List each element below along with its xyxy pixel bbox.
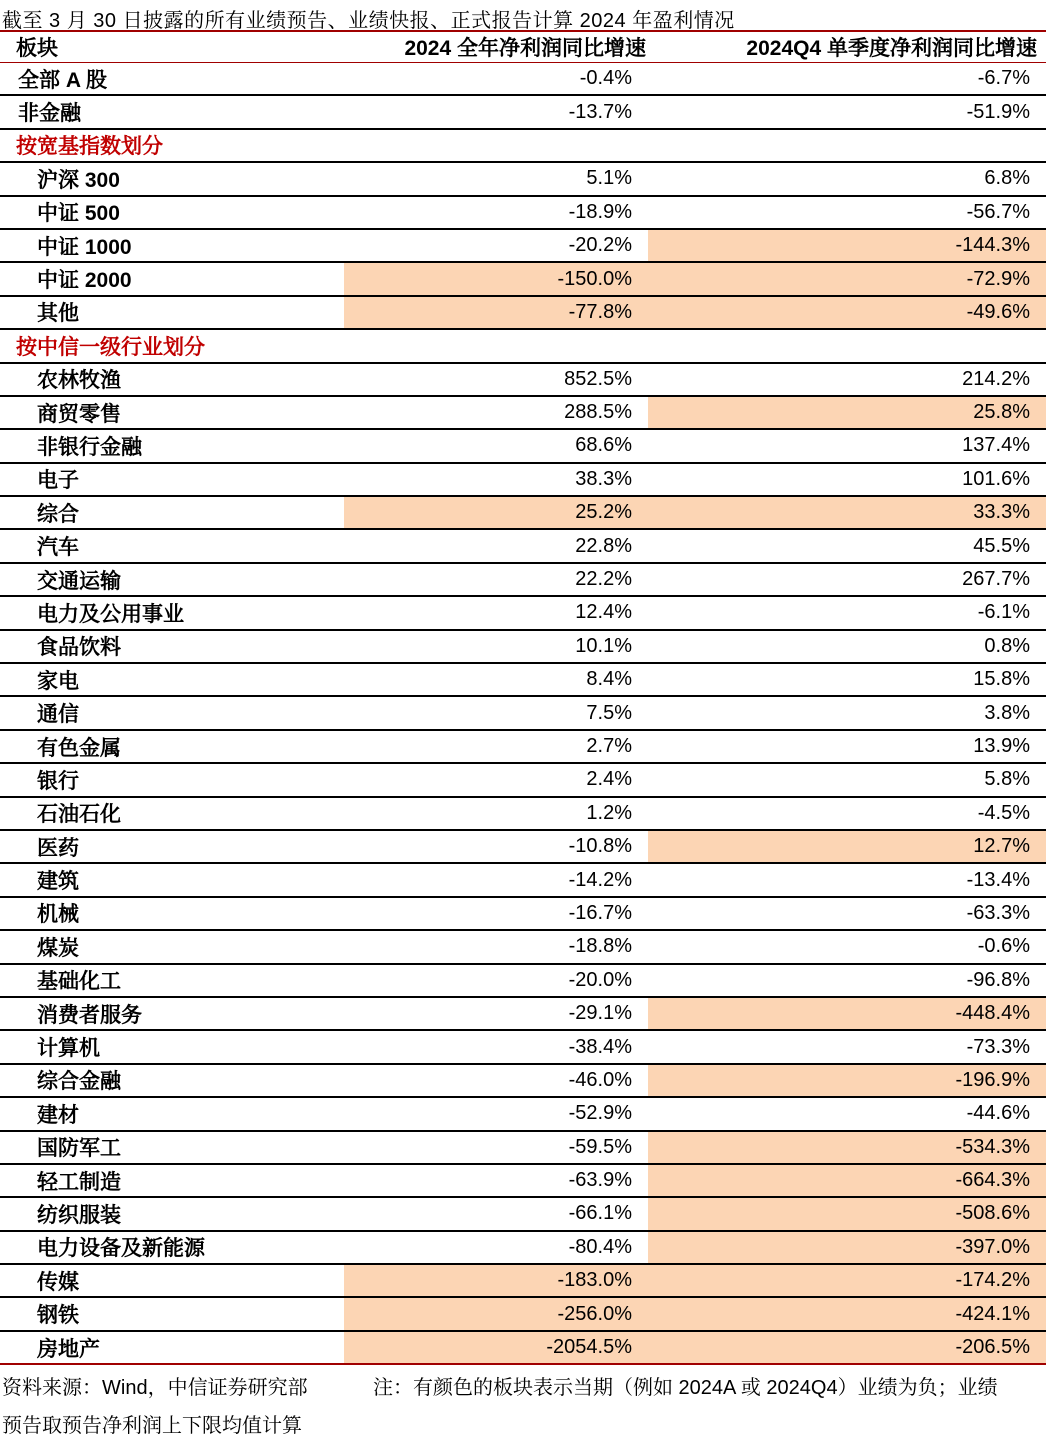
value-2024q4: 137.4% <box>648 429 1046 462</box>
sector-label: 中证 1000 <box>0 229 344 262</box>
sector-label: 家电 <box>0 663 344 696</box>
value-2024-annual: -66.1% <box>344 1197 648 1230</box>
value-2024-annual: -20.2% <box>344 229 648 262</box>
section-header-label: 按宽基指数划分 <box>0 129 1046 162</box>
table-row <box>0 897 1046 930</box>
value-2024q4: 267.7% <box>648 563 1046 596</box>
table-row <box>0 1331 1046 1364</box>
sector-label: 汽车 <box>0 529 344 562</box>
table-row <box>0 863 1046 896</box>
value-2024q4: -508.6% <box>648 1197 1046 1230</box>
value-2024q4: -196.9% <box>648 1064 1046 1097</box>
sector-label: 综合金融 <box>0 1064 344 1097</box>
value-2024-annual: 68.6% <box>344 429 648 462</box>
table-row <box>0 162 1046 195</box>
sector-label: 中证 500 <box>0 196 344 229</box>
table-row <box>0 363 1046 396</box>
table-row <box>0 296 1046 329</box>
value-2024-annual: -256.0% <box>344 1297 648 1330</box>
value-2024q4: -0.6% <box>648 930 1046 963</box>
table-row <box>0 1164 1046 1197</box>
value-2024q4: -96.8% <box>648 964 1046 997</box>
sector-label: 电力设备及新能源 <box>0 1231 344 1264</box>
sector-label: 电子 <box>0 463 344 496</box>
value-2024q4: 214.2% <box>648 363 1046 396</box>
sector-label: 沪深 300 <box>0 162 344 195</box>
table-row <box>0 964 1046 997</box>
table-row <box>0 396 1046 429</box>
table-row <box>0 1097 1046 1130</box>
sector-label: 交通运输 <box>0 563 344 596</box>
value-2024q4: -63.3% <box>648 897 1046 930</box>
value-2024-annual: -14.2% <box>344 863 648 896</box>
table-row <box>0 1197 1046 1230</box>
sector-label: 消费者服务 <box>0 997 344 1030</box>
value-2024q4: 45.5% <box>648 529 1046 562</box>
value-2024-annual: 25.2% <box>344 496 648 529</box>
value-2024q4: -144.3% <box>648 229 1046 262</box>
value-2024-annual: -52.9% <box>344 1097 648 1130</box>
value-2024q4: -4.5% <box>648 797 1046 830</box>
value-2024q4: 15.8% <box>648 663 1046 696</box>
value-2024-annual: 1.2% <box>344 797 648 830</box>
value-2024-annual: 22.8% <box>344 529 648 562</box>
data-source-note: 资料来源：Wind，中信证券研究部 <box>2 1377 308 1399</box>
value-2024q4: -397.0% <box>648 1231 1046 1264</box>
value-2024-annual: -10.8% <box>344 830 648 863</box>
table-row <box>0 763 1046 796</box>
value-2024q4: -72.9% <box>648 262 1046 295</box>
footer <box>2 1371 1044 1438</box>
value-2024-annual: 8.4% <box>344 663 648 696</box>
table-row <box>0 1064 1046 1097</box>
value-2024q4: -49.6% <box>648 296 1046 329</box>
table-row <box>0 596 1046 629</box>
value-2024q4: 101.6% <box>648 463 1046 496</box>
table-row <box>0 1131 1046 1164</box>
value-2024q4: -424.1% <box>648 1297 1046 1330</box>
value-2024-annual: -77.8% <box>344 296 648 329</box>
value-2024q4: -534.3% <box>648 1131 1046 1164</box>
sector-label: 建材 <box>0 1097 344 1130</box>
sector-label: 纺织服装 <box>0 1197 344 1230</box>
sector-label: 轻工制造 <box>0 1164 344 1197</box>
sector-label: 房地产 <box>0 1331 344 1364</box>
sector-label: 有色金属 <box>0 730 344 763</box>
sector-label: 医药 <box>0 830 344 863</box>
value-2024-annual: -16.7% <box>344 897 648 930</box>
value-2024q4: 5.8% <box>648 763 1046 796</box>
table-row <box>0 1030 1046 1063</box>
table-row <box>0 730 1046 763</box>
section-row <box>0 329 1046 362</box>
value-2024q4: -51.9% <box>648 95 1046 128</box>
value-2024-annual: -38.4% <box>344 1030 648 1063</box>
value-2024q4: 6.8% <box>648 162 1046 195</box>
section-row <box>0 129 1046 162</box>
table-row <box>0 663 1046 696</box>
sector-label: 其他 <box>0 296 344 329</box>
value-2024-annual: -0.4% <box>344 63 648 96</box>
value-2024-annual: 22.2% <box>344 563 648 596</box>
col-header-2024q4-growth: 2024Q4 单季度净利润同比增速 <box>648 31 1046 63</box>
value-2024q4: -664.3% <box>648 1164 1046 1197</box>
sector-label: 煤炭 <box>0 930 344 963</box>
sector-label: 非金融 <box>0 95 344 128</box>
value-2024q4: 12.7% <box>648 830 1046 863</box>
col-header-sector: 板块 <box>0 31 344 63</box>
sector-label: 农林牧渔 <box>0 363 344 396</box>
sector-label: 石油石化 <box>0 797 344 830</box>
value-2024-annual: -18.9% <box>344 196 648 229</box>
value-2024q4: -56.7% <box>648 196 1046 229</box>
sector-label: 全部 A 股 <box>0 63 344 96</box>
sector-label: 通信 <box>0 696 344 729</box>
value-2024-annual: -13.7% <box>344 95 648 128</box>
value-2024q4: -13.4% <box>648 863 1046 896</box>
value-2024q4: 25.8% <box>648 396 1046 429</box>
sector-label: 中证 2000 <box>0 262 344 295</box>
table-note-line1: 注：有颜色的板块表示当期（例如 2024A 或 2024Q4）业绩为负；业绩 <box>373 1377 998 1399</box>
sector-label: 钢铁 <box>0 1297 344 1330</box>
value-2024-annual: -63.9% <box>344 1164 648 1197</box>
value-2024q4: 0.8% <box>648 630 1046 663</box>
table-row <box>0 696 1046 729</box>
value-2024q4: -206.5% <box>648 1331 1046 1364</box>
value-2024-annual: 7.5% <box>344 696 648 729</box>
table-row <box>0 95 1046 128</box>
table-row <box>0 830 1046 863</box>
table-row <box>0 196 1046 229</box>
sector-label: 计算机 <box>0 1030 344 1063</box>
table-title: 截至 3 月 30 日披露的所有业绩预告、业绩快报、正式报告计算 2024 年盈利情况 <box>2 10 735 32</box>
value-2024-annual: -80.4% <box>344 1231 648 1264</box>
value-2024-annual: 10.1% <box>344 630 648 663</box>
table-row <box>0 797 1046 830</box>
section-header-label: 按中信一级行业划分 <box>0 329 1046 362</box>
value-2024q4: -448.4% <box>648 997 1046 1030</box>
value-2024q4: -174.2% <box>648 1264 1046 1297</box>
value-2024-annual: -18.8% <box>344 930 648 963</box>
table-row <box>0 429 1046 462</box>
sector-label: 食品饮料 <box>0 630 344 663</box>
sector-label: 电力及公用事业 <box>0 596 344 629</box>
value-2024q4: -6.1% <box>648 596 1046 629</box>
table-row <box>0 997 1046 1030</box>
sector-label: 国防军工 <box>0 1131 344 1164</box>
value-2024q4: -44.6% <box>648 1097 1046 1130</box>
sector-label: 机械 <box>0 897 344 930</box>
value-2024-annual: 12.4% <box>344 596 648 629</box>
sector-label: 传媒 <box>0 1264 344 1297</box>
value-2024-annual: -20.0% <box>344 964 648 997</box>
table-row <box>0 496 1046 529</box>
sector-label: 综合 <box>0 496 344 529</box>
sector-label: 银行 <box>0 763 344 796</box>
value-2024q4: 13.9% <box>648 730 1046 763</box>
sector-label: 建筑 <box>0 863 344 896</box>
header-row <box>0 31 1046 63</box>
sector-label: 基础化工 <box>0 964 344 997</box>
table-row <box>0 1297 1046 1330</box>
table-row <box>0 1264 1046 1297</box>
table-row <box>0 563 1046 596</box>
sector-label: 非银行金融 <box>0 429 344 462</box>
value-2024-annual: -2054.5% <box>344 1331 648 1364</box>
value-2024-annual: -183.0% <box>344 1264 648 1297</box>
table-row <box>0 463 1046 496</box>
value-2024-annual: -29.1% <box>344 997 648 1030</box>
value-2024-annual: 288.5% <box>344 396 648 429</box>
sector-label: 商贸零售 <box>0 396 344 429</box>
table-note-line2: 预告取预告净利润上下限均值计算 <box>2 1415 302 1437</box>
value-2024-annual: 2.7% <box>344 730 648 763</box>
table-row <box>0 262 1046 295</box>
value-2024-annual: 852.5% <box>344 363 648 396</box>
table-row <box>0 63 1046 96</box>
table-row <box>0 229 1046 262</box>
table-row <box>0 630 1046 663</box>
value-2024-annual: 2.4% <box>344 763 648 796</box>
earnings-table <box>0 30 1046 1365</box>
value-2024q4: -6.7% <box>648 63 1046 96</box>
table-row <box>0 529 1046 562</box>
value-2024-annual: -46.0% <box>344 1064 648 1097</box>
table-row <box>0 1231 1046 1264</box>
table-body <box>0 63 1046 1365</box>
table-row <box>0 930 1046 963</box>
value-2024-annual: -59.5% <box>344 1131 648 1164</box>
value-2024-annual: 38.3% <box>344 463 648 496</box>
value-2024q4: -73.3% <box>648 1030 1046 1063</box>
footer-line-1 <box>2 1371 1044 1400</box>
col-header-2024-annual-growth: 2024 全年净利润同比增速 <box>344 31 648 63</box>
value-2024q4: 33.3% <box>648 496 1046 529</box>
value-2024q4: 3.8% <box>648 696 1046 729</box>
value-2024-annual: 5.1% <box>344 162 648 195</box>
value-2024-annual: -150.0% <box>344 262 648 295</box>
